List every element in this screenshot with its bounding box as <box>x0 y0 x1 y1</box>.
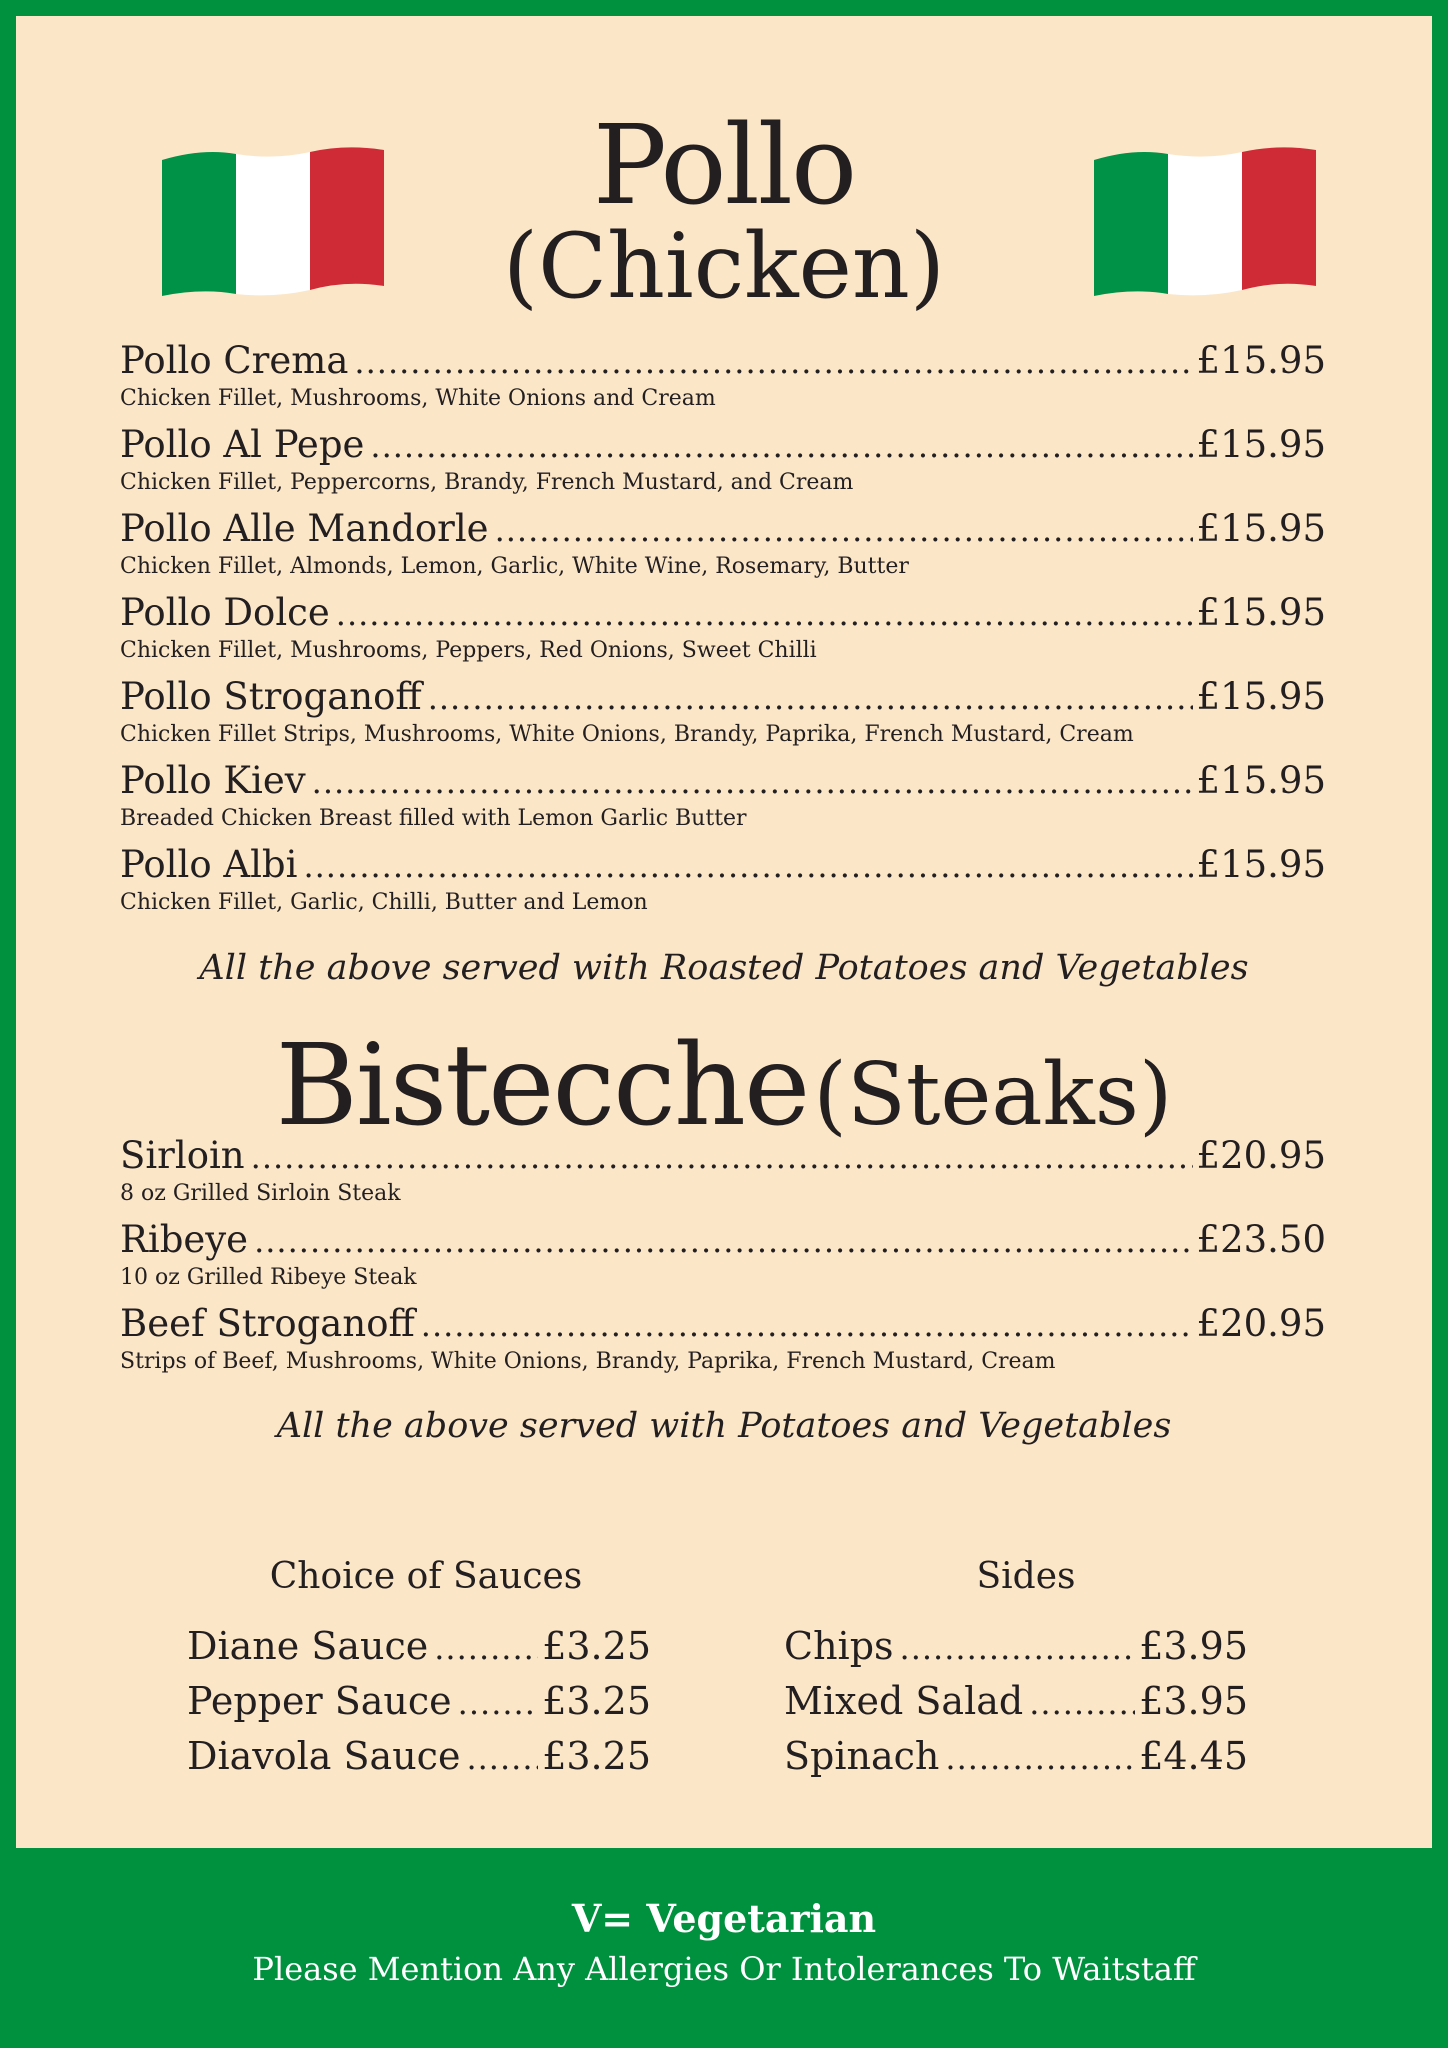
sauce-name: Diavola Sauce <box>187 1734 461 1778</box>
side-price: £3.95 <box>1139 1624 1248 1668</box>
dot-leader <box>312 759 1193 805</box>
item-name: Pollo Al Pepe <box>120 423 365 466</box>
chicken-section-title: Pollo <box>592 101 856 229</box>
side-name: Spinach <box>784 1734 940 1778</box>
menu-item-pollo-albi <box>120 842 1326 926</box>
item-description: Chicken Fillet Strips, Mushrooms, White Onions, Brandy, Paprika, French Mustard, Cream <box>120 722 1134 747</box>
side-price: £3.95 <box>1139 1679 1248 1723</box>
item-name: Pollo Stroganoff <box>120 675 422 718</box>
sauce-price: £3.25 <box>542 1624 651 1668</box>
item-name: Pollo Alle Mandorle <box>120 507 489 550</box>
sauce-price: £3.25 <box>542 1679 651 1723</box>
item-name: Sirloin <box>120 1134 245 1177</box>
dot-leader <box>336 591 1193 637</box>
dot-leader <box>495 507 1193 553</box>
sauce-item <box>187 1675 651 1730</box>
vegetarian-legend: V= Vegetarian <box>571 1896 877 1941</box>
menu-item-pollo-kiev <box>120 758 1326 842</box>
dot-leader <box>945 1732 1135 1785</box>
steaks-title-sub: (Steaks) <box>813 1045 1173 1145</box>
item-price: £15.95 <box>1196 591 1326 634</box>
side-item <box>784 1730 1248 1785</box>
dot-leader <box>428 675 1193 721</box>
item-name: Pollo Albi <box>120 843 298 886</box>
chicken-menu-list <box>120 338 1326 926</box>
item-name: Pollo Dolce <box>120 591 330 634</box>
item-description: Chicken Fillet, Almonds, Lemon, Garlic, White Wine, Rosemary, Butter <box>120 554 909 579</box>
side-name: Mixed Salad <box>784 1679 1024 1723</box>
sides-title: Sides <box>976 1556 1076 1597</box>
menu-item-pollo-dolce <box>120 590 1326 674</box>
item-description: Chicken Fillet, Mushrooms, Peppers, Red Onions, Sweet Chilli <box>120 638 817 663</box>
menu-item-ribeye <box>120 1217 1326 1301</box>
item-description: Chicken Fillet, Peppercorns, Brandy, French Mustard, and Cream <box>120 470 854 495</box>
item-price: £15.95 <box>1196 759 1326 802</box>
side-name: Chips <box>784 1624 894 1668</box>
sauce-name: Diane Sauce <box>187 1624 429 1668</box>
item-price: £15.95 <box>1196 843 1326 886</box>
chicken-served-with-note: All the above served with Roasted Potatoes and Vegetables <box>199 948 1249 988</box>
dot-leader <box>370 423 1192 469</box>
sauce-item <box>187 1620 651 1675</box>
steaks-title-main: Bistecche <box>275 1021 809 1151</box>
item-price: £20.95 <box>1196 1134 1326 1177</box>
item-description: Strips of Beef, Mushrooms, White Onions, Brandy, Paprika, French Mustard, Cream <box>120 1349 1056 1374</box>
sauce-item <box>187 1730 651 1785</box>
dot-leader <box>421 1302 1193 1348</box>
sauces-title: Choice of Sauces <box>269 1556 583 1597</box>
side-item <box>784 1620 1248 1675</box>
sauce-price: £3.25 <box>542 1734 651 1778</box>
allergy-note: Please Mention Any Allergies Or Intolerances To Waitstaff <box>252 1950 1196 1988</box>
steaks-menu-list <box>120 1133 1326 1385</box>
dot-leader <box>458 1677 539 1730</box>
item-description: Breaded Chicken Breast filled with Lemon Garlic Butter <box>120 806 747 831</box>
item-name: Ribeye <box>120 1218 249 1261</box>
dot-leader <box>1029 1677 1135 1730</box>
menu-item-pollo-al-pepe <box>120 422 1326 506</box>
dot-leader <box>434 1622 538 1675</box>
item-description: Chicken Fillet, Garlic, Chilli, Butter and Lemon <box>120 890 648 915</box>
dot-leader <box>354 339 1192 385</box>
dot-leader <box>466 1732 538 1785</box>
menu-item-sirloin <box>120 1133 1326 1217</box>
item-name: Pollo Kiev <box>120 759 306 802</box>
menu-panel <box>16 16 1432 1848</box>
item-description: 8 oz Grilled Sirloin Steak <box>120 1181 401 1206</box>
item-price: £15.95 <box>1196 675 1326 718</box>
steaks-served-with-note: All the above served with Potatoes and Vegetables <box>276 1406 1172 1446</box>
dot-leader <box>251 1134 1193 1180</box>
item-description: Chicken Fillet, Mushrooms, White Onions and Cream <box>120 386 716 411</box>
menu-item-pollo-alle-mandorle <box>120 506 1326 590</box>
item-description: 10 oz Grilled Ribeye Steak <box>120 1265 417 1290</box>
sauce-name: Pepper Sauce <box>187 1679 452 1723</box>
menu-item-pollo-crema <box>120 338 1326 422</box>
dot-leader <box>303 843 1192 889</box>
item-price: £15.95 <box>1196 339 1326 382</box>
sauces-list <box>187 1620 651 1785</box>
chicken-section-subtitle: (Chicken) <box>502 214 945 319</box>
menu-item-pollo-stroganoff <box>120 674 1326 758</box>
menu-item-beef-stroganoff <box>120 1301 1326 1385</box>
item-price: £15.95 <box>1196 423 1326 466</box>
item-price: £23.50 <box>1196 1218 1326 1261</box>
item-price: £15.95 <box>1196 507 1326 550</box>
item-name: Beef Stroganoff <box>120 1302 415 1345</box>
side-price: £4.45 <box>1139 1734 1248 1778</box>
side-item <box>784 1675 1248 1730</box>
dot-leader <box>900 1622 1136 1675</box>
item-price: £20.95 <box>1196 1302 1326 1345</box>
sides-list <box>784 1620 1248 1785</box>
dot-leader <box>254 1218 1192 1264</box>
item-name: Pollo Crema <box>120 339 349 382</box>
